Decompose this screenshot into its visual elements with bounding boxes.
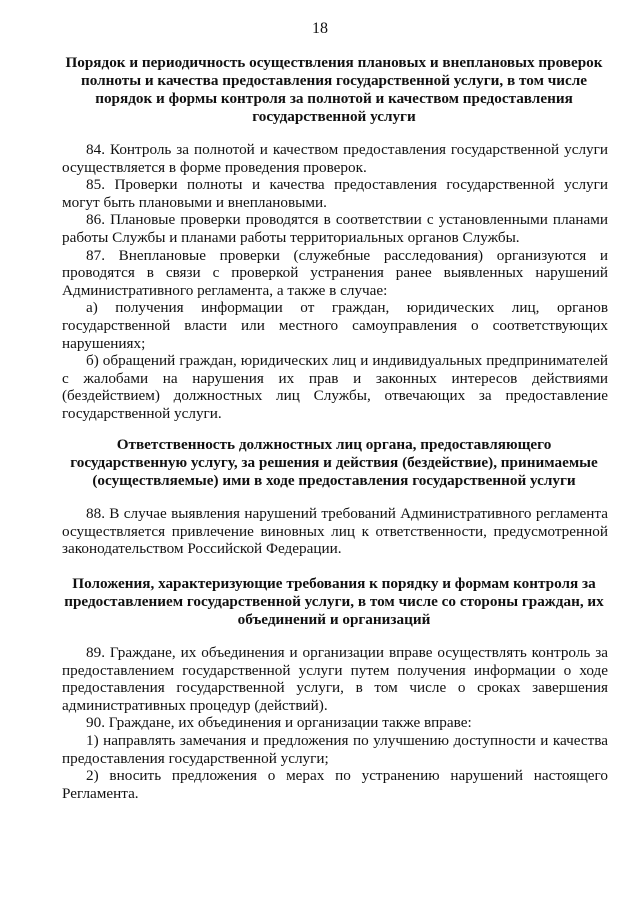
section-body-citizen-control <box>62 644 608 802</box>
section-heading-citizen-control: Положения, характеризующие требования к порядку и формам контроля за предоставлением государственной услуги, в том числе со стороны граждан, их объединений и организаций <box>64 575 604 628</box>
paragraph-85: 85. Проверки полноты и качества предоставления государственной услуги могут быть плановыми и внеплановыми. <box>62 176 608 211</box>
paragraph-87: 87. Внеплановые проверки (служебные расследования) организуются и проводятся в связи с проверкой устранения ранее выявленных нарушений Административного регламента, а также в случае: <box>62 246 608 299</box>
paragraph-90: 90. Граждане, их объединения и организации также вправе: <box>86 714 472 732</box>
section-heading-inspections: Порядок и периодичность осуществления плановых и внеплановых проверок полноты и качества предоставления государственной услуги, в том числе порядок и формы контроля за полнотой и качеством предоставления государственной услуги <box>65 54 603 125</box>
paragraph-90-2: 2) вносить предложения о мерах по устранению нарушений настоящего Регламента. <box>62 767 608 802</box>
section-body-inspections <box>62 141 608 423</box>
paragraph-90-1: 1) направлять замечания и предложения по улучшению доступности и качества предоставления государственной услуги; <box>62 731 608 767</box>
page-number: 18 <box>312 20 328 37</box>
paragraph-84: 84. Контроль за полнотой и качеством предоставления государственной услуги осуществляется в форме проведения проверок. <box>62 141 608 176</box>
paragraph-88: 88. В случае выявления нарушений требований Административного регламента осуществляется привлечение виновных лиц к ответственности, предусмотренной законодательством Российской Федерации. <box>62 505 608 558</box>
paragraph-86: 86. Плановые проверки проводятся в соответствии с установленными планами работы Службы и планами работы территориальных органов Службы. <box>62 211 608 246</box>
section-body-responsibility <box>62 505 608 558</box>
paragraph-87-b: б) обращений граждан, юридических лиц и индивидуальных предпринимателей с жалобами на нарушения их прав и законных интересов действиями (бездействием) должностных лиц Службы, отвечающих за предоставление государственной услуги. <box>62 352 608 422</box>
section-heading-responsibility: Ответственность должностных лиц органа, предоставляющего государственную услугу, за решения и действия (бездействие), принимаемые (осуществляемые) ими в ходе предоставления государственной услуги <box>70 436 598 489</box>
paragraph-89: 89. Граждане, их объединения и организации вправе осуществлять контроль за предоставлением государственной услуги путем получения информации о ходе предоставления государственной услуги, в том числе о сроках завершения административных процедур (действий). <box>62 644 608 714</box>
paragraph-87-a: а) получения информации от граждан, юридических лиц, органов государственной власти или местного самоуправления о соответствующих нарушениях; <box>62 299 608 352</box>
